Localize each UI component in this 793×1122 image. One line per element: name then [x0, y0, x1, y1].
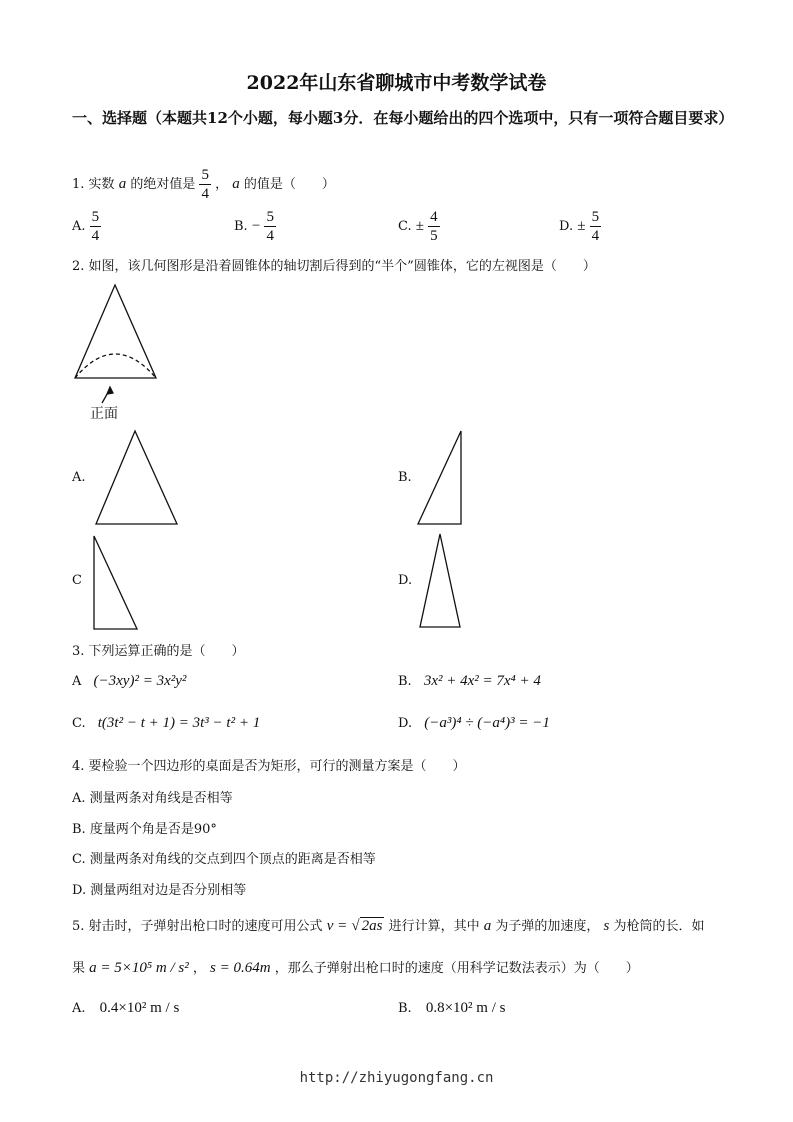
q5-option-a[interactable] [72, 1000, 179, 1017]
option-label: B. [398, 1001, 412, 1016]
q5-text: ，那么子弹射出枪口时的速度（用科学记数法表示）为（ ） [274, 961, 639, 976]
q5-barrel-length: s = 0.64m [210, 960, 271, 976]
q1-fraction [199, 166, 211, 203]
question-5-line-2 [72, 957, 639, 977]
q5-option-b[interactable] [398, 1000, 505, 1017]
q1-var-a: a [118, 176, 127, 192]
question-3-stem: 3. 下列运算正确的是（ ） [72, 644, 245, 659]
option-label: D. [398, 716, 413, 731]
option-expr: t(3t² − t + 1) = 3t³ − t² + 1 [97, 715, 261, 731]
q1-stem-b: 的绝对值是 [130, 177, 196, 192]
q5-formula-root: 2as [361, 918, 383, 934]
option-sign: ± [577, 218, 586, 234]
option-fraction [264, 208, 276, 245]
q5-text: ， [192, 961, 206, 976]
frac-den: 4 [266, 228, 274, 244]
option-expr: 0.8×10² m / s [425, 1000, 506, 1016]
q1-option-c[interactable] [398, 208, 440, 245]
q2-option-d-label[interactable]: D. [398, 573, 413, 588]
q2-option-c-figure[interactable] [91, 533, 143, 633]
q1-stem-a: 1. 实数 [72, 177, 115, 192]
option-sign: − [251, 218, 261, 234]
option-label: D. [559, 219, 574, 234]
q1-frac-num: 5 [201, 167, 209, 183]
option-label: C. [72, 716, 86, 731]
option-expr: 0.4×10² m / s [99, 1000, 180, 1016]
q3-option-a[interactable] [72, 673, 186, 690]
q5-var-s: s [603, 918, 610, 934]
question-5-line-1 [72, 915, 705, 935]
option-fraction [90, 208, 102, 245]
q2-option-b-label[interactable]: B. [398, 470, 412, 485]
q5-text: 5. 射击时，子弹射出枪口时的速度可用公式 [72, 919, 323, 934]
half-cone-outline [75, 285, 156, 378]
q4-option-d[interactable]: D. 测量两组对边是否分别相等 [72, 883, 247, 898]
q2-option-c-label[interactable]: C [72, 573, 82, 588]
q5-text: 进行计算，其中 [388, 919, 480, 934]
option-expr: 3x² + 4x² = 7x⁴ + 4 [423, 673, 541, 689]
q5-acceleration: a = 5×10⁵ m / s² [89, 960, 189, 976]
q4-option-c[interactable]: C. 测量两条对角线的交点到四个顶点的距离是否相等 [72, 852, 376, 867]
option-label: C. [398, 219, 412, 234]
q4-option-a[interactable]: A. 测量两条对角线是否相等 [72, 791, 233, 806]
frac-num: 5 [266, 209, 274, 225]
option-label: B. [398, 674, 412, 689]
q1-var-a-2: a [232, 176, 240, 192]
q5-text: 为子弹的加速度， [495, 919, 600, 934]
q5-text: 果 [72, 961, 86, 976]
option-label: B. [234, 219, 248, 234]
option-expr: (−3xy)² = 3x²y² [93, 673, 187, 689]
question-1-stem [72, 166, 335, 203]
frac-num: 4 [430, 209, 438, 225]
question-2-stem: 2. 如图，该几何图形是沿着圆锥体的轴切割后得到的“半个”圆锥体，它的左视图是（ ） [72, 259, 596, 274]
q3-option-c[interactable] [72, 715, 260, 732]
hidden-edge-dashed [75, 354, 156, 378]
frac-den: 5 [430, 228, 438, 244]
frac-den: 4 [591, 228, 600, 244]
q1-option-d[interactable] [559, 208, 601, 245]
option-label: A [72, 674, 82, 689]
q1-option-a[interactable] [72, 208, 101, 245]
q2-option-a-figure[interactable] [93, 428, 183, 528]
footer-url[interactable]: http://zhiyugongfang.cn [299, 1070, 494, 1086]
sqrt-icon: √ [351, 918, 360, 934]
half-cone-figure [70, 280, 170, 390]
frac-den: 4 [91, 228, 100, 244]
option-label: A. [72, 219, 86, 234]
frac-num: 5 [91, 209, 100, 225]
q5-text: 为枪筒的长．如 [613, 919, 705, 934]
q2-option-d-figure[interactable] [416, 531, 464, 631]
q2-option-a-label[interactable]: A. [72, 470, 86, 485]
q1-stem-d: 的值是（ ） [243, 177, 335, 192]
page-title: 2022年山东省聊城市中考数学试卷 [246, 72, 547, 94]
q1-stem-c: ， [215, 177, 229, 192]
section-heading: 一、选择题（本题共12个小题，每小题3分．在每小题给出的四个选项中，只有一项符合题目要求） [72, 109, 734, 127]
q3-option-b[interactable] [398, 673, 541, 690]
option-fraction [590, 208, 602, 245]
option-expr: (−a³)⁴ ÷ (−a⁴)³ = −1 [424, 715, 550, 731]
front-label: 正面 [90, 406, 118, 422]
q1-option-b[interactable] [234, 208, 276, 245]
q1-frac-den: 4 [201, 186, 209, 202]
q5-formula-v: v = [326, 918, 348, 934]
option-sign: ± [415, 218, 424, 234]
q5-var-a: a [483, 918, 492, 934]
frac-num: 5 [591, 209, 600, 225]
q2-option-b-figure[interactable] [415, 428, 467, 528]
q3-option-d[interactable] [398, 715, 550, 732]
option-fraction [428, 208, 440, 245]
option-label: A. [72, 1001, 86, 1016]
q4-option-b[interactable]: B. 度量两个角是否是90° [72, 822, 217, 837]
question-4-stem: 4. 要检验一个四边形的桌面是否为矩形，可行的测量方案是（ ） [72, 759, 466, 774]
